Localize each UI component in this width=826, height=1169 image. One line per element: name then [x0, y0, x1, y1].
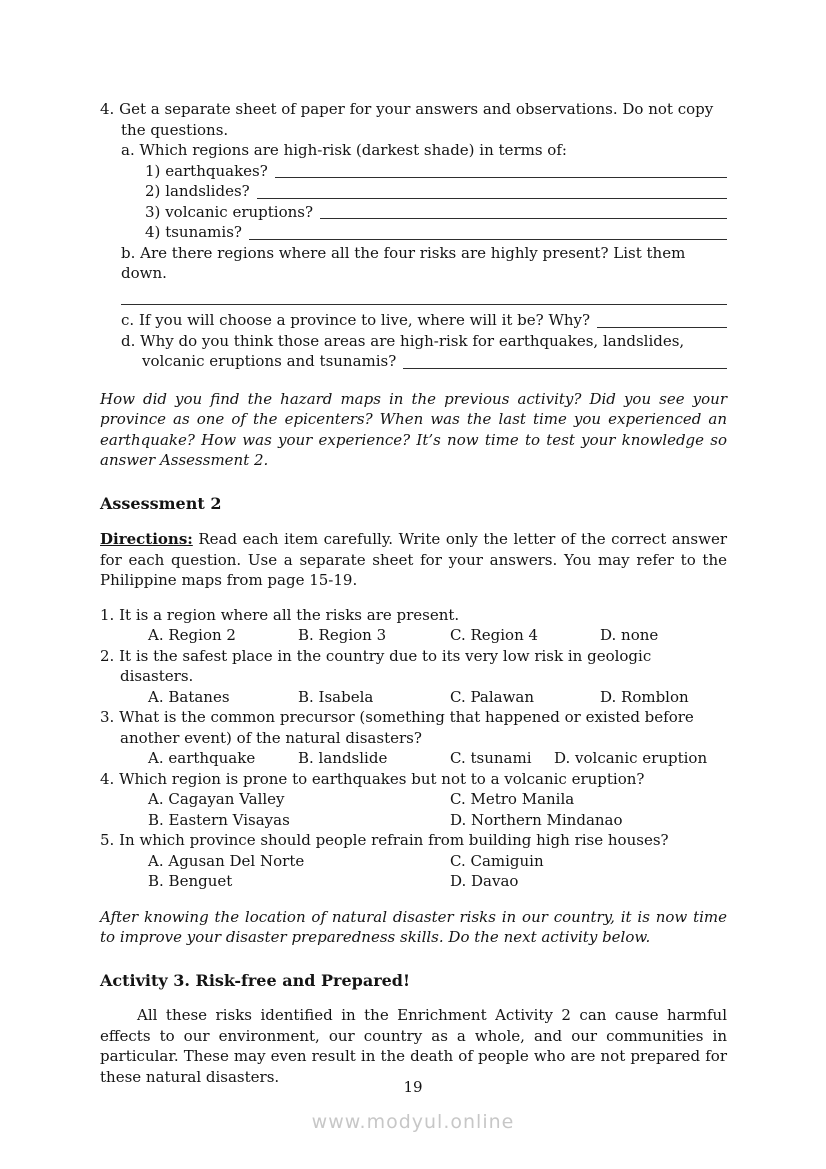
answer-line — [597, 310, 727, 328]
option-a: A. Region 2 — [148, 626, 236, 644]
item-text: Get a separate sheet of paper for your answers and observations. Do not copy the questions. — [119, 100, 714, 139]
subitem-b — [121, 243, 727, 284]
blank-volcanic-eruptions — [145, 202, 727, 223]
option-c: C. Metro Manila — [450, 790, 575, 808]
option-c: C. Region 4 — [450, 626, 539, 644]
option-d: D. volcanic eruption — [554, 749, 708, 767]
option-b: B. Eastern Visayas — [148, 810, 290, 829]
instruction-item-4 — [100, 99, 727, 372]
question-4-options-row-2 — [100, 810, 727, 831]
option-d: D. Romblon — [600, 687, 689, 706]
subitem-d — [121, 331, 727, 372]
question-text: 3. What is the common precursor (something that happened or existed before another event) of the natural disasters? — [100, 708, 694, 747]
option-d: D. Davao — [450, 872, 519, 890]
option-a: A. Batanes — [148, 687, 230, 706]
question-3 — [100, 707, 727, 769]
item-number: 4. — [100, 100, 115, 118]
option-d: D. none — [600, 626, 659, 644]
option-a: A. earthquake — [148, 749, 256, 767]
directions-label: Directions: — [100, 530, 193, 548]
answer-line — [275, 161, 727, 179]
blank-label: 4) tsunamis? — [145, 223, 242, 241]
option-a: A. Agusan Del Norte — [148, 851, 305, 870]
option-c: C. Camiguin — [450, 851, 544, 870]
answer-line — [257, 181, 727, 199]
question-5-options-row-2 — [100, 871, 727, 892]
reflection-paragraph-1: How did you find the hazard maps in the previous activity? Did you see your province as one of the epicenters? When was the last time you experienced an earthquake? How was your experience? It’s now time to test your knowledge so answer Assessment 2. — [100, 389, 727, 469]
option-d: D. Northern Mindanao — [450, 810, 623, 829]
page-number: 19 — [403, 1078, 423, 1096]
directions-text: Read each item carefully. Write only the letter of the correct answer for each question. Use a separate sheet for your answers. You may refer to the Philippine maps from page 15-19. — [100, 530, 727, 589]
subitem-b-text: Are there regions where all the four risks are highly present? List them down. — [121, 243, 686, 282]
answer-line — [249, 222, 727, 240]
question-1 — [100, 605, 727, 646]
question-4 — [100, 769, 727, 831]
question-text: 2. It is the safest place in the country due to its very low risk in geologic disasters. — [100, 646, 652, 685]
subitem-d-line2: volcanic eruptions and tsunamis? — [142, 351, 727, 372]
page-content — [100, 99, 727, 1087]
subitem-d-line1: d. Why do you think those areas are high-risk for earthquakes, landslides, — [121, 331, 685, 350]
subitem-c-text: c. If you will choose a province to live, where will it be? Why? — [121, 311, 591, 329]
question-1-options — [100, 625, 727, 646]
option-b: B. Isabela — [298, 687, 374, 706]
question-2 — [100, 646, 727, 708]
option-b: B. Benguet — [148, 872, 233, 890]
option-c: C. Palawan — [450, 687, 535, 706]
subitem-a — [121, 140, 727, 161]
question-5-options-row-1 — [100, 851, 727, 872]
blank-label: 2) landslides? — [145, 182, 250, 200]
question-2-options — [100, 687, 727, 708]
subitem-b-label: b. — [121, 243, 136, 262]
option-a: A. Cagayan Valley — [148, 790, 285, 808]
blank-label: 1) earthquakes? — [145, 161, 268, 180]
option-b: B. Region 3 — [298, 626, 387, 644]
question-text: 4. Which region is prone to earthquakes but not to a volcanic eruption? — [100, 769, 645, 788]
option-c: C. tsunami — [450, 749, 532, 767]
subitem-c — [121, 310, 727, 331]
assessment-2-heading: Assessment 2 — [100, 493, 222, 513]
activity-3-heading: Activity 3. Risk-free and Prepared! — [100, 970, 411, 990]
watermark: www.modyul.online — [311, 1111, 515, 1133]
question-text: 5. In which province should people refrain from building high rise houses? — [100, 831, 669, 849]
reflection-paragraph-2: After knowing the location of natural disaster risks in our country, it is now time to improve your disaster preparedness skills. Do the next activity below. — [100, 907, 727, 946]
option-b: B. landslide — [298, 749, 388, 767]
question-3-options — [100, 748, 727, 769]
blank-earthquakes — [145, 161, 727, 182]
directions-paragraph — [100, 529, 727, 591]
activity-3-paragraph: All these risks identified in the Enrichment Activity 2 can cause harmful effects to our environment, our country as a whole, and our communities in particular. These may even result in the death of people who are not prepared for these natural disasters. — [100, 1006, 727, 1086]
question-5 — [100, 830, 727, 892]
subitem-a-text: Which regions are high-risk (darkest shade) in terms of: — [139, 141, 567, 159]
assessment-questions — [100, 605, 727, 892]
instruction-4-text — [100, 99, 727, 140]
blank-label: 3) volcanic eruptions? — [145, 202, 314, 221]
question-4-options-row-1 — [100, 789, 727, 810]
subitem-b-answer-row — [121, 288, 727, 309]
subitem-a-label: a. — [121, 141, 135, 159]
answer-line — [403, 351, 727, 369]
answer-line — [320, 202, 727, 220]
instruction-4-subitems — [121, 140, 727, 372]
answer-line — [121, 288, 727, 306]
blank-tsunamis — [145, 222, 727, 243]
question-text: 1. It is a region where all the risks are present. — [100, 605, 460, 624]
blank-landslides — [145, 181, 727, 202]
